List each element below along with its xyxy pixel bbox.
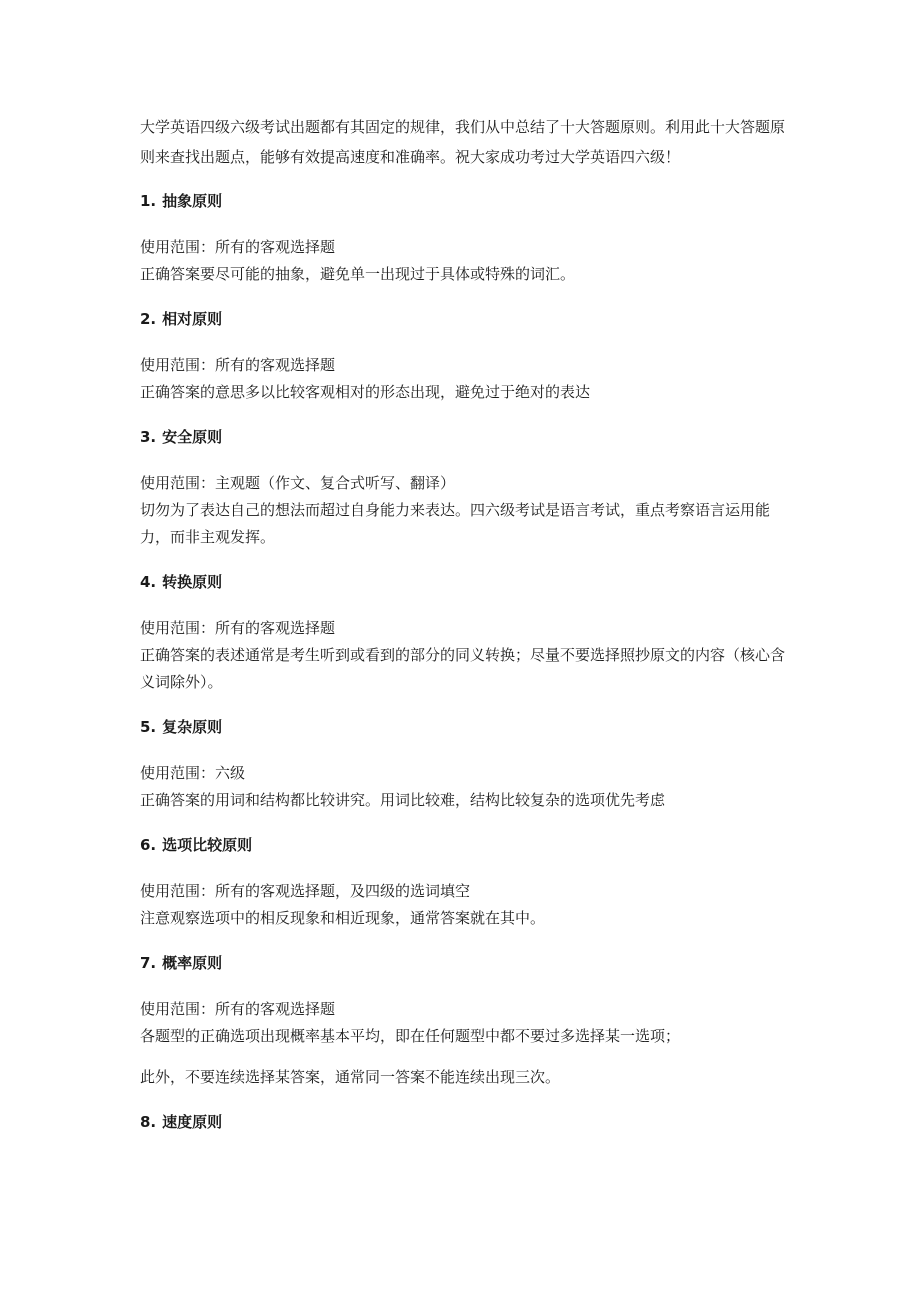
principle-heading — [140, 308, 785, 330]
principle-scope: 使用范围：所有的客观选择题 — [140, 356, 336, 374]
principle-number: 2. — [140, 310, 157, 328]
principle-scope: 使用范围：所有的客观选择题 — [140, 238, 336, 256]
principle-heading — [140, 716, 785, 738]
principle-number: 1. — [140, 192, 157, 210]
principle-heading — [140, 834, 785, 856]
principle-body: 正确答案的意思多以比较客观相对的形态出现，避免过于绝对的表达 — [140, 383, 591, 401]
principle-title: 速度原则 — [162, 1113, 223, 1131]
principle-body: 正确答案的用词和结构都比较讲究。用词比较难，结构比较复杂的选项优先考虑 — [140, 791, 666, 809]
principle-body: 各题型的正确选项出现概率基本平均，即在任何题型中都不要过多选择某一选项； — [140, 1027, 681, 1045]
document-page — [140, 112, 785, 1155]
principle-title: 安全原则 — [162, 428, 223, 446]
principle-title: 概率原则 — [162, 954, 223, 972]
principle-section — [140, 716, 785, 814]
principle-number: 8. — [140, 1113, 157, 1131]
principle-scope: 使用范围：主观题（作文、复合式听写、翻译） — [140, 474, 456, 492]
principle-number: 6. — [140, 836, 157, 854]
principle-number: 3. — [140, 428, 157, 446]
principle-scope: 使用范围：所有的客观选择题 — [140, 619, 336, 637]
principle-title: 抽象原则 — [162, 192, 223, 210]
principle-section — [140, 426, 785, 551]
principle-number: 4. — [140, 573, 157, 591]
principle-scope: 使用范围：所有的客观选择题 — [140, 1000, 336, 1018]
principle-body: 注意观察选项中的相反现象和相近现象，通常答案就在其中。 — [140, 909, 546, 927]
principle-number: 7. — [140, 954, 157, 972]
principle-section — [140, 571, 785, 696]
principle-scope: 使用范围：所有的客观选择题，及四级的选词填空 — [140, 882, 471, 900]
principle-extra-note: 此外，不要连续选择某答案，通常同一答案不能连续出现三次。 — [140, 1068, 561, 1086]
principle-heading — [140, 190, 785, 212]
principle-number: 5. — [140, 718, 157, 736]
principle-scope: 使用范围：六级 — [140, 764, 246, 782]
principle-heading — [140, 426, 785, 448]
principle-title: 相对原则 — [162, 310, 223, 328]
principle-section — [140, 952, 785, 1091]
principle-body: 正确答案的表述通常是考生听到或看到的部分的同义转换；尽量不要选择照抄原文的内容（核心含义词除外）。 — [140, 646, 786, 691]
principle-heading — [140, 1111, 785, 1133]
intro-paragraph: 大学英语四级六级考试出题都有其固定的规律，我们从中总结了十大答题原则。利用此十大答题原则来查找出题点，能够有效提高速度和准确率。祝大家成功考过大学英语四六级！ — [140, 118, 786, 166]
principle-section — [140, 1111, 785, 1133]
principle-section — [140, 834, 785, 932]
principle-body: 切勿为了表达自己的想法而超过自身能力来表达。四六级考试是语言考试，重点考察语言运用能力，而非主观发挥。 — [140, 501, 771, 546]
principle-heading — [140, 952, 785, 974]
principle-section — [140, 190, 785, 288]
principle-title: 选项比较原则 — [162, 836, 253, 854]
principle-title: 复杂原则 — [162, 718, 223, 736]
principle-heading — [140, 571, 785, 593]
principle-body: 正确答案要尽可能的抽象，避免单一出现过于具体或特殊的词汇。 — [140, 265, 576, 283]
principle-section — [140, 308, 785, 406]
principle-title: 转换原则 — [162, 573, 223, 591]
